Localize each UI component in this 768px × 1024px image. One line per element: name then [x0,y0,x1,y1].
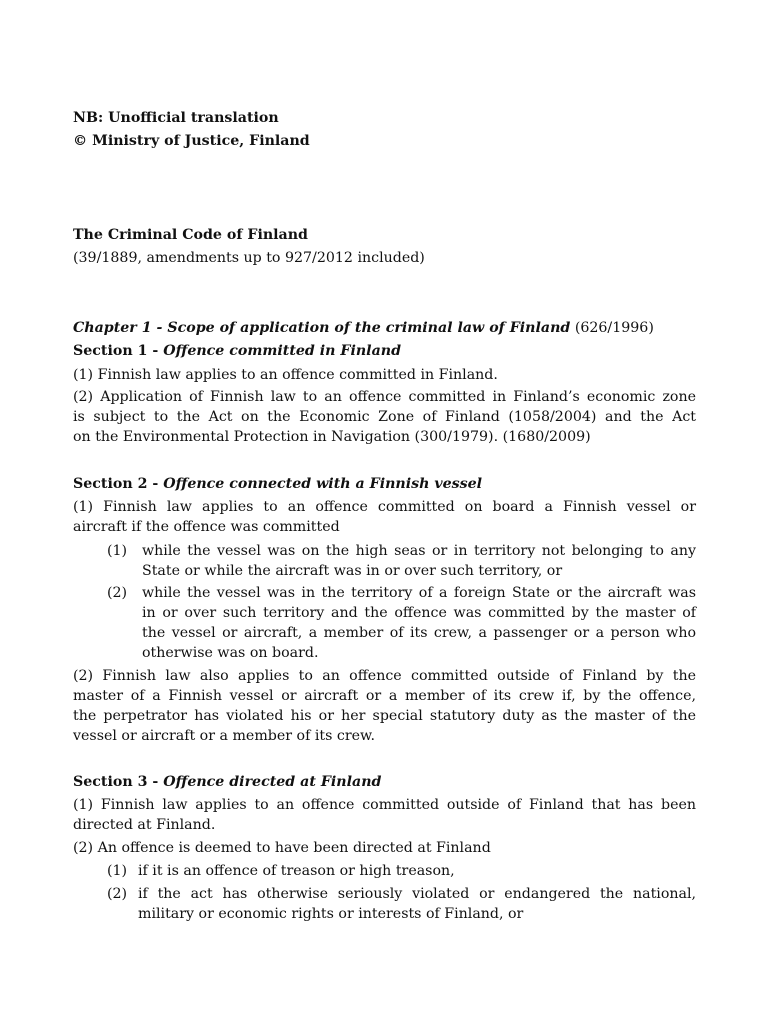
section-3-para-1-line: (1) Finnish law applies to an offence committed outside of Finland that has been [73,797,696,813]
list-item-number: (1) [107,543,128,559]
section-2-title: Offence connected with a Finnish vessel [163,476,483,492]
section-3-para-2: (2) An offence is deemed to have been directed at Finland [73,840,491,856]
chapter-ref: (626/1996) [570,320,654,336]
list-item-line: in or over such territory and the offence was committed by the master of [142,605,696,621]
section-3-heading [73,772,381,792]
section-3-title: Offence directed at Finland [163,774,382,790]
chapter-heading [73,318,654,338]
section-2-para-2-line: the perpetrator has violated his or her special statutory duty as the master of the [73,708,696,724]
translation-note: NB: Unofficial translation [73,110,279,126]
document-subtitle: (39/1889, amendments up to 927/2012 included) [73,250,425,266]
list-item-line: while the vessel was in the territory of a foreign State or the aircraft was [142,585,696,601]
list-item-line: otherwise was on board. [142,645,319,661]
section-2-para-1-line: aircraft if the offence was committed [73,519,340,535]
section-2-label: Section 2 - [73,476,164,492]
section-2-para-1-line: (1) Finnish law applies to an offence committed on board a Finnish vessel or [73,499,696,515]
chapter-title: Chapter 1 - Scope of application of the criminal law of Finland [73,320,571,336]
document-title: The Criminal Code of Finland [73,227,308,243]
list-item-line: if the act has otherwise seriously violated or endangered the national, [138,886,696,902]
list-item-line: while the vessel was on the high seas or in territory not belonging to any [142,543,696,559]
section-1-label: Section 1 - [73,343,164,359]
list-item-line: State or while the aircraft was in or over such territory, or [142,563,563,579]
section-1-heading [73,341,401,361]
section-1-title: Offence committed in Finland [163,343,402,359]
list-item-number: (2) [107,585,128,601]
section-1-para-1: (1) Finnish law applies to an offence committed in Finland. [73,367,498,383]
list-item-line: the vessel or aircraft, a member of its crew, a passenger or a person who [142,625,696,641]
section-2-para-2-line: vessel or aircraft or a member of its crew. [73,728,375,744]
section-1-para-2-line: is subject to the Act on the Economic Zone of Finland (1058/2004) and the Act [73,409,696,425]
section-3-para-1-line: directed at Finland. [73,817,216,833]
list-item-line: military or economic rights or interests of Finland, or [138,906,524,922]
list-item-number: (1) [107,863,128,879]
section-2-heading [73,474,482,494]
list-item-line: if it is an offence of treason or high treason, [138,863,455,879]
copyright-line: © Ministry of Justice, Finland [73,133,310,149]
list-item-number: (2) [107,886,128,902]
section-2-para-2-line: master of a Finnish vessel or aircraft or a member of its crew if, by the offence, [73,688,696,704]
section-1-para-2-line: (2) Application of Finnish law to an offence committed in Finland’s economic zone [73,389,696,405]
section-1-para-2-line: on the Environmental Protection in Navigation (300/1979). (1680/2009) [73,429,591,445]
section-3-label: Section 3 - [73,774,164,790]
section-2-para-2-line: (2) Finnish law also applies to an offence committed outside of Finland by the [73,668,696,684]
